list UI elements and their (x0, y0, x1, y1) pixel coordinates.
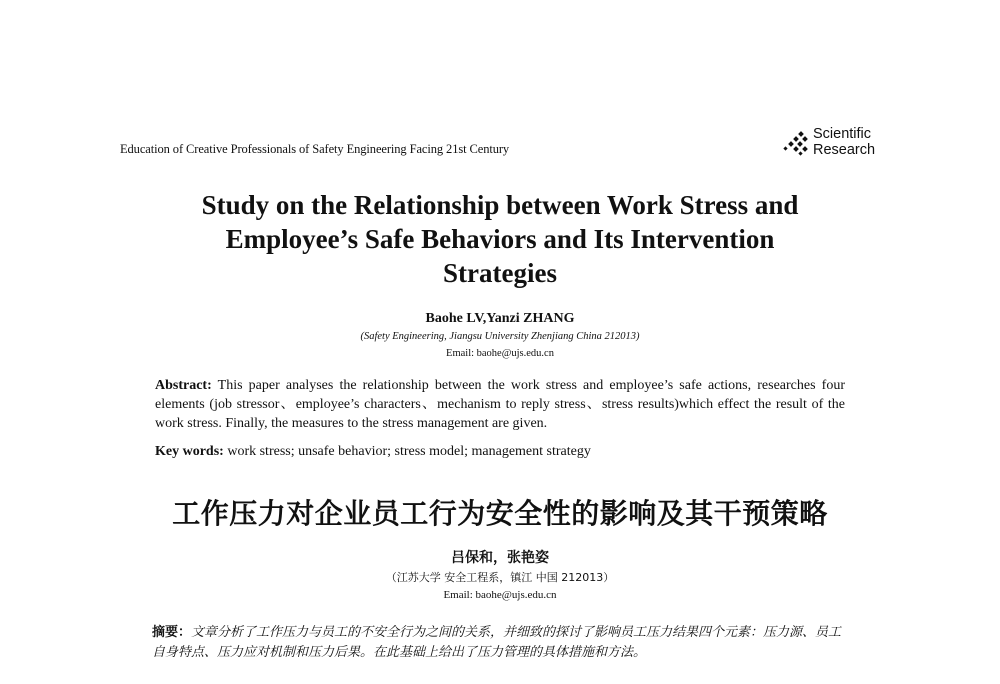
abstract-label: Abstract: (155, 378, 212, 393)
title-line-1: Study on the Relationship between Work Stress and (201, 190, 799, 220)
abstract-text: This paper analyses the relationship between the work stress and employee’s safe actions, researches four elements (job stressor、employee’s characters、mechanism to reply stress、stress results)which effect the result of the work stress. Finally, the measures to the stress management are given. (155, 378, 845, 431)
keywords-text: work stress; unsafe behavior; stress model; management strategy (223, 444, 591, 459)
abstract (155, 376, 845, 433)
chinese-affiliation: （江苏大学 安全工程系，镇江 中国 212013） (385, 571, 615, 584)
chinese-authors: 吕保和，张艳姿 (451, 550, 549, 566)
title-line-3: Strategies (443, 258, 557, 288)
chinese-abstract (152, 623, 852, 663)
chinese-title: 工作压力对企业员工行为安全性的影响及其干预策略 (172, 497, 828, 530)
chinese-email: Email: baohe@ujs.edu.cn (443, 589, 557, 601)
logo-text-research: Research (813, 142, 876, 158)
logo-text-scientific: Scientific (813, 126, 872, 142)
title-line-2: Employee’s Safe Behaviors and Its Intervention (225, 224, 775, 254)
chinese-abstract-label: 摘要： (152, 625, 192, 640)
journal-header: Education of Creative Professionals of Safety Engineering Facing 21st Century (120, 142, 510, 156)
keywords (155, 442, 845, 461)
logo-diamond-icon (783, 130, 811, 158)
paper-title (150, 188, 850, 290)
email: Email: baohe@ujs.edu.cn (446, 348, 554, 359)
affiliation: (Safety Engineering, Jiangsu University Zhenjiang China 212013) (360, 331, 640, 342)
scientific-research-logo (783, 126, 883, 162)
authors: Baohe LV,Yanzi ZHANG (425, 311, 575, 326)
keywords-label: Key words: (155, 444, 224, 459)
chinese-abstract-text: 文章分析了工作压力与员工的不安全行为之间的关系，并细致的探讨了影响员工压力结果四个元素：压力源、员工自身特点、压力应对机制和压力后果。在此基础上给出了压力管理的具体措施和方法。 (152, 625, 842, 660)
